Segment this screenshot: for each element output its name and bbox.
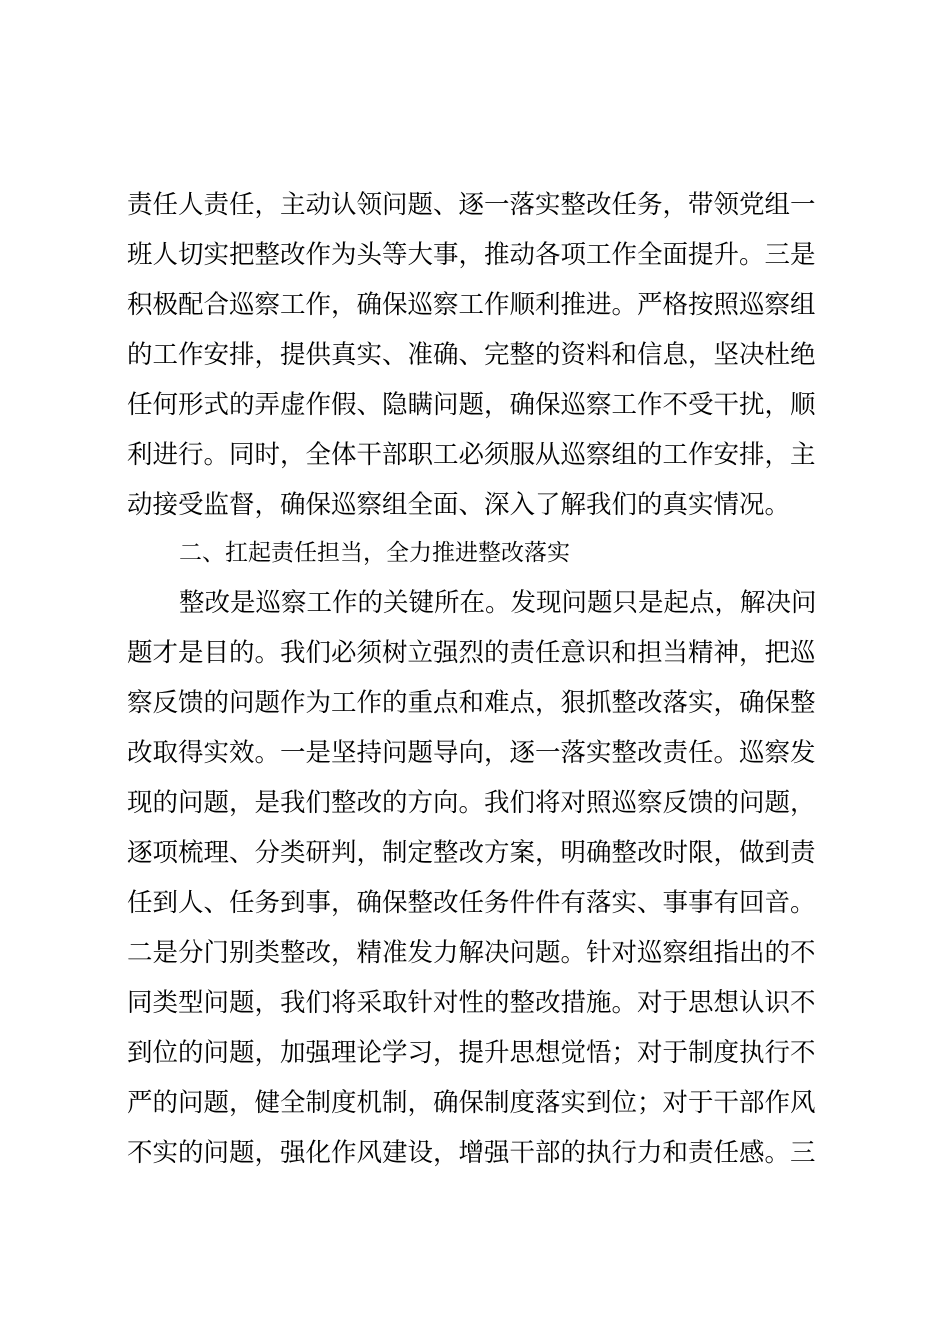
body-text-line: 改取得实效。一是坚持问题导向，逐一落实整改责任。巡察发 [127,738,816,768]
body-text-line: 逐项梳理、分类研判，制定整改方案，明确整改时限，做到责 [127,838,816,868]
body-text-line: 积极配合巡察工作，确保巡察工作顺利推进。严格按照巡察组 [127,290,816,320]
body-text-line: 二是分门别类整改，精准发力解决问题。针对巡察组指出的不 [127,938,816,968]
body-text-line: 任到人、任务到事，确保整改任务件件有落实、事事有回音。 [127,888,816,918]
paragraph-first-line: 整改是巡察工作的关键所在。发现问题只是起点，解决问 [179,588,817,618]
body-text-line: 责任人责任，主动认领问题、逐一落实整改任务，带领党组一 [127,190,816,220]
body-text-line: 严的问题，健全制度机制，确保制度落实到位；对于干部作风 [127,1088,816,1118]
body-text-line: 题才是目的。我们必须树立强烈的责任意识和担当精神，把巡 [127,638,816,668]
body-text-line: 班人切实把整改作为头等大事，推动各项工作全面提升。三是 [127,240,816,270]
body-text-line: 不实的问题，强化作风建设，增强干部的执行力和责任感。三 [127,1138,816,1168]
body-text-line: 现的问题，是我们整改的方向。我们将对照巡察反馈的问题， [127,788,816,818]
body-text-line: 到位的问题，加强理论学习，提升思想觉悟；对于制度执行不 [127,1038,816,1068]
body-text-line: 同类型问题，我们将采取针对性的整改措施。对于思想认识不 [127,988,816,1018]
body-text-line: 任何形式的弄虚作假、隐瞒问题，确保巡察工作不受干扰，顺 [127,390,816,420]
section-heading: 二、扛起责任担当，全力推进整改落实 [179,540,570,566]
body-text-line: 察反馈的问题作为工作的重点和难点，狠抓整改落实，确保整 [127,688,816,718]
body-text-line: 利进行。同时，全体干部职工必须服从巡察组的工作安排，主 [127,440,816,470]
body-text-line: 的工作安排，提供真实、准确、完整的资料和信息，坚决杜绝 [127,340,816,370]
body-text-line: 动接受监督，确保巡察组全面、深入了解我们的真实情况。 [127,490,791,520]
